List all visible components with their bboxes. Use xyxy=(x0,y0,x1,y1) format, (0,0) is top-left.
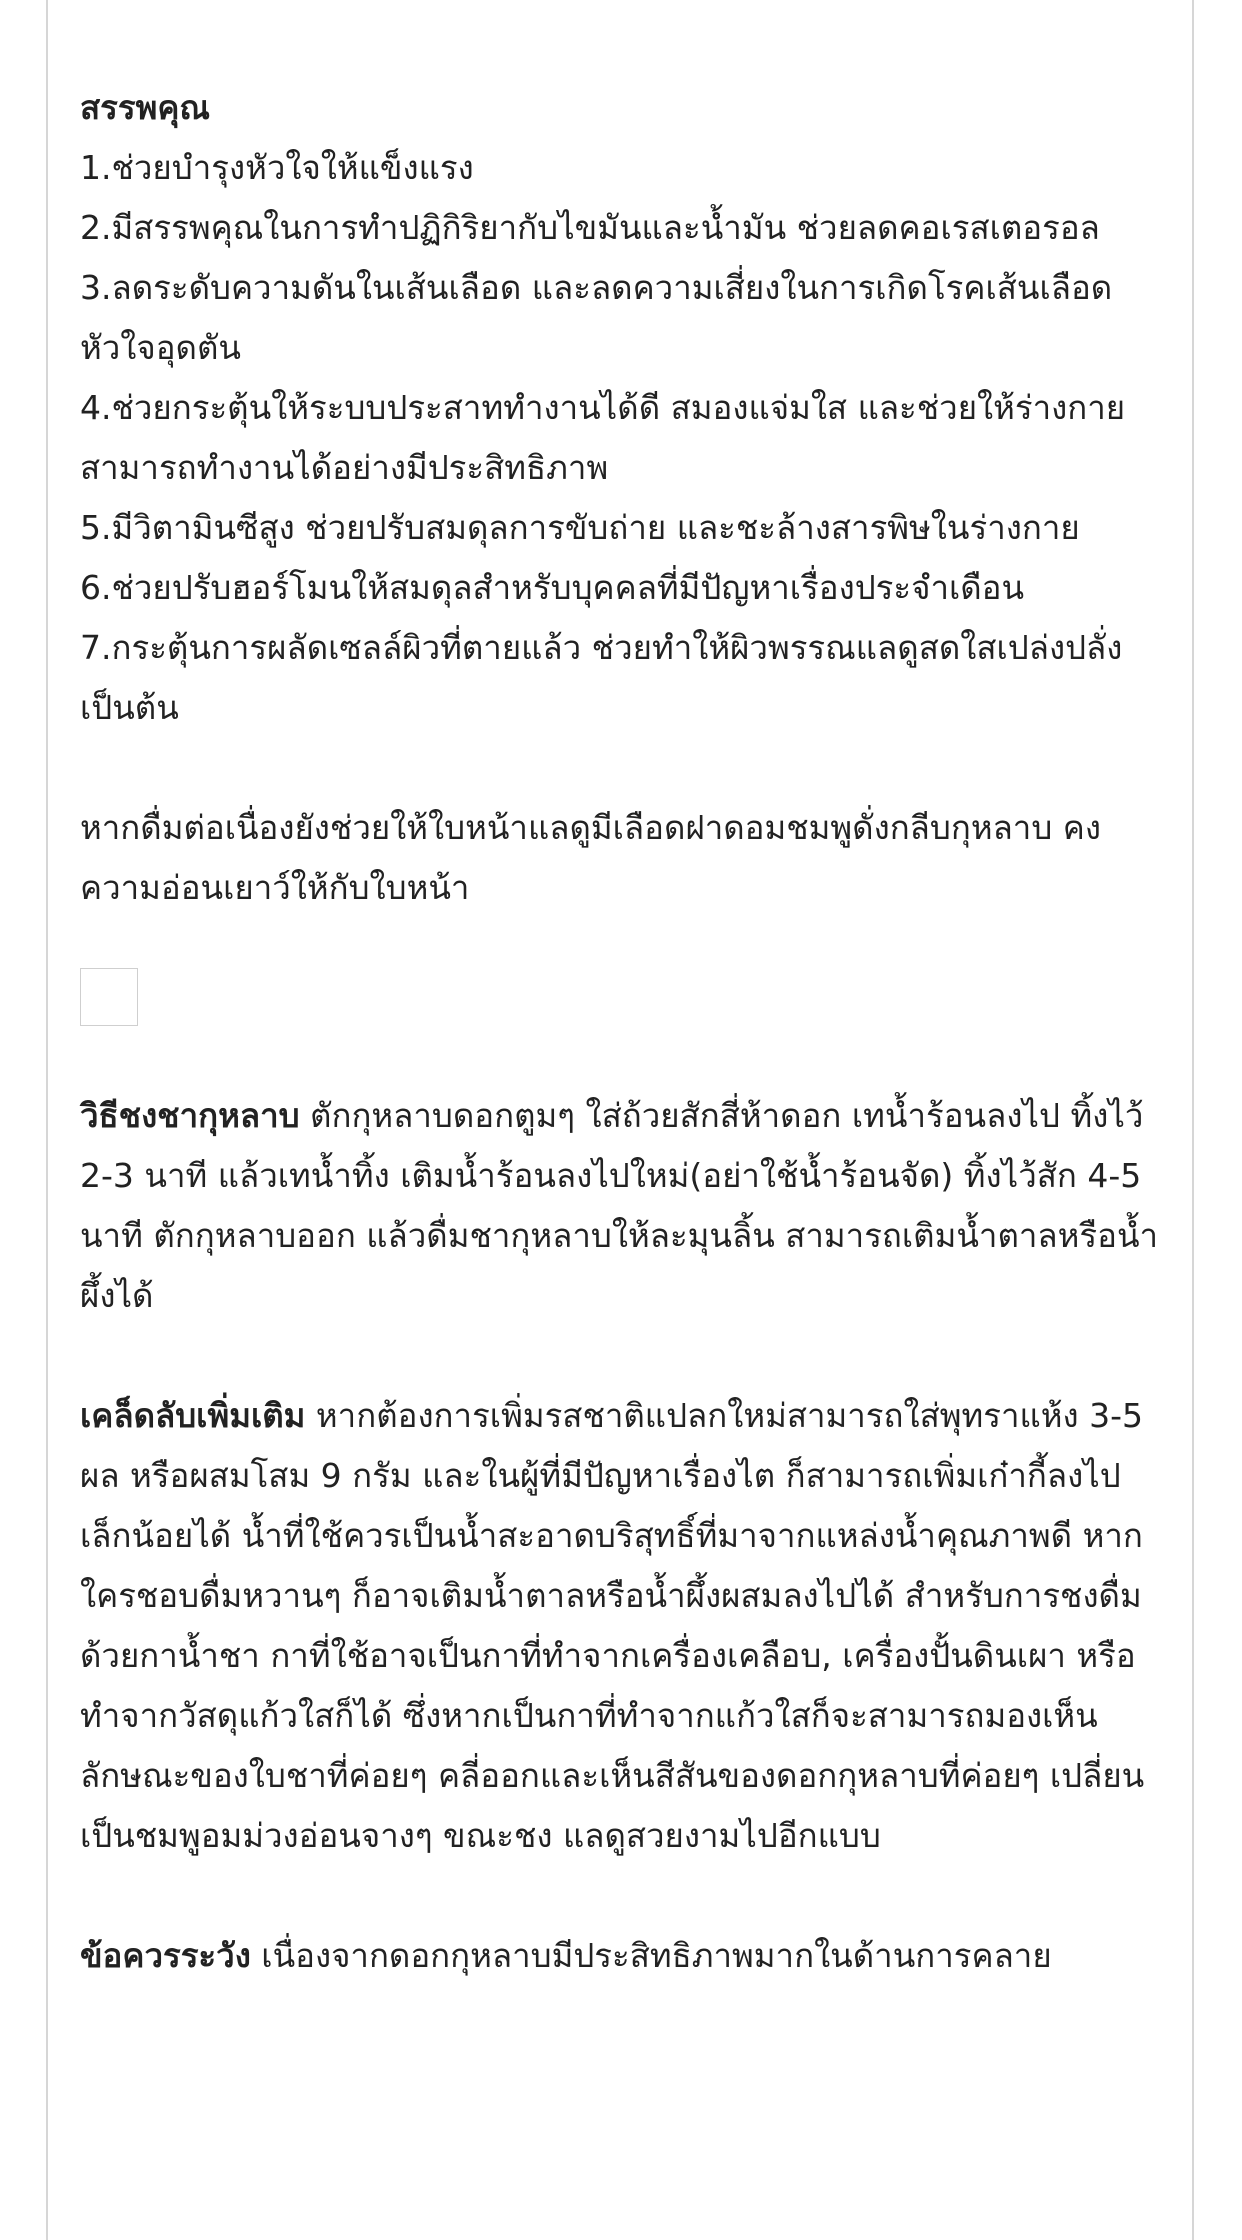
tips-label: เคล็ดลับเพิ่มเติม xyxy=(80,1396,306,1435)
benefits-heading: สรรพคุณ xyxy=(80,88,211,127)
benefit-item-2: 2.มีสรรพคุณในการทำปฏิกิริยากับไขมันและน้ำมัน ช่วยลดคอเรสเตอรอล xyxy=(80,208,1100,247)
caution-text: เนื่องจากดอกกุหลาบมีประสิทธิภาพมากในด้านการคลาย xyxy=(250,1936,1052,1975)
top-spacer xyxy=(80,0,1164,20)
tips-paragraph xyxy=(80,1386,1164,1866)
article-content xyxy=(80,0,1164,1986)
benefit-item-3: 3.ลดระดับความดันในเส้นเลือด และลดความเสี่ยงในการเกิดโรคเส้นเลือดหัวใจอุดตัน xyxy=(80,268,1113,367)
brewing-label: วิธีชงชากุหลาบ xyxy=(80,1096,300,1135)
tips-text: หากต้องการเพิ่มรสชาติแปลกใหม่สามารถใส่พุทราแห้ง 3-5 ผล หรือผสมโสม 9 กรัม และในผู้ที่มีปัญหาเรื่องไต ก็สามารถเพิ่มเก๋ากี้ลงไปเล็กน้อยได้ น้ำที่ใช้ควรเป็นน้ำสะอาดบริสุทธิ์ที่มาจากแหล่งน้ำคุณภาพดี หากใครชอบดื่มหวานๆ ก็อาจเติมน้ำตาลหรือน้ำผึ้งผสมลงไปได้ สำหรับการชงดื่มด้วยกาน้ำชา กาที่ใช้อาจเป็นกาที่ทำจากเครื่องเคลือบ, เครื่องปั้นดินเผา หรือทำจากวัสดุแก้วใสก็ได้ ซึ่งหากเป็นกาที่ทำจากแก้วใสก็จะสามารถมองเห็นลักษณะของใบชาที่ค่อยๆ คลี่ออกและเห็นสีสันของดอกกุหลาบที่ค่อยๆ เปลี่ยนเป็นชมพูอมม่วงอ่อนจางๆ ขณะชง แลดูสวยงามไปอีกแบบ xyxy=(80,1396,1145,1855)
benefit-item-1: 1.ช่วยบำรุงหัวใจให้แข็งแรง xyxy=(80,148,474,187)
extra-paragraph: หากดื่มต่อเนื่องยังช่วยให้ใบหน้าแลดูมีเลือดฝาดอมชมพูดั่งกลีบกุหลาบ คงความอ่อนเยาว์ให้กับใบหน้า xyxy=(80,808,1101,907)
broken-image-placeholder[interactable] xyxy=(80,968,138,1026)
benefit-item-4: 4.ช่วยกระตุ้นให้ระบบประสาททำงานได้ดี สมองแจ่มใส และช่วยให้ร่างกายสามารถทำงานได้อย่างมีประสิทธิภาพ xyxy=(80,388,1126,487)
benefit-item-7: 7.กระตุ้นการผลัดเซลล์ผิวที่ตายแล้ว ช่วยทำให้ผิวพรรณแลดูสดใสเปล่งปลั่ง xyxy=(80,628,1123,667)
benefit-item-5: 5.มีวิตามินซีสูง ช่วยปรับสมดุลการขับถ่าย และชะล้างสารพิษในร่างกาย xyxy=(80,508,1080,547)
brewing-text: ตักกุหลาบดอกตูมๆ ใส่ถ้วยสักสี่ห้าดอก เทน้ำร้อนลงไป ทิ้งไว้ 2-3 นาที แล้วเทน้ำทิ้ง เติมน้ำร้อนลงไปใหม่(อย่าใช้น้ำร้อนจัด) ทิ้งไว้สัก 4-5 นาที ตักกุหลาบออก แล้วดื่มชากุหลาบให้ละมุนลิ้น สามารถเติมน้ำตาลหรือน้ำผึ้งได้ xyxy=(80,1096,1159,1315)
caution-label: ข้อควรระวัง xyxy=(80,1936,251,1975)
benefits-closing: เป็นต้น xyxy=(80,688,179,727)
caution-paragraph xyxy=(80,1926,1164,1986)
brewing-paragraph xyxy=(80,1086,1164,1326)
article-card xyxy=(46,0,1194,2240)
benefit-item-6: 6.ช่วยปรับฮอร์โมนให้สมดุลสำหรับบุคคลที่มีปัญหาเรื่องประจำเดือน xyxy=(80,568,1025,607)
